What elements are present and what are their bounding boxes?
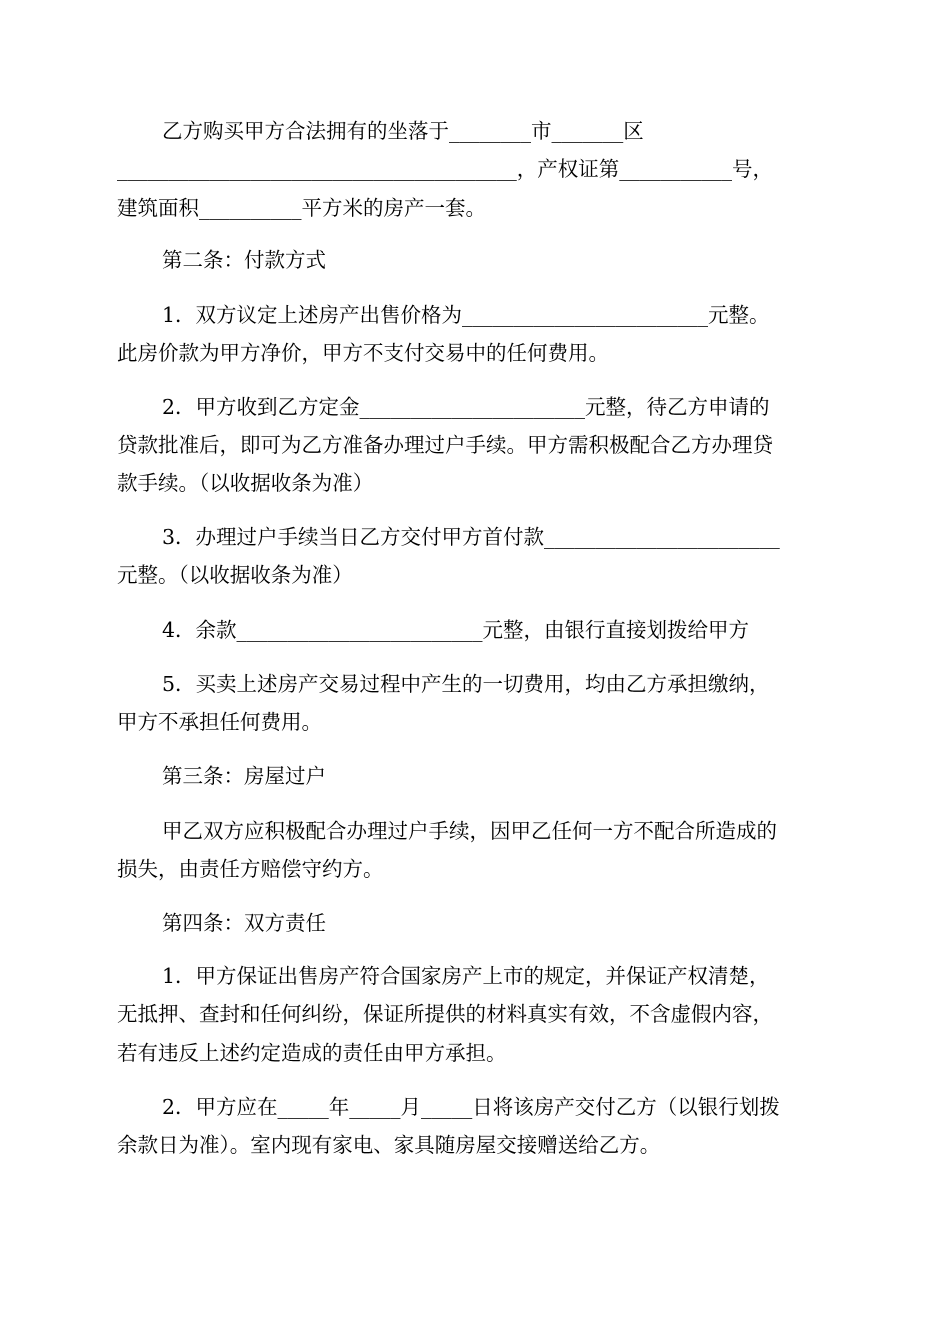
text-line: 元整。（以收据收条为准） [117,563,353,587]
text-line: 5．买卖上述房产交易过程中产生的一切费用，均由乙方承担缴纳， [162,672,770,696]
text-line: 2．甲方应在_____年_____月_____日将该房产交付乙方（以银行划拨 [162,1095,780,1119]
text-line: 甲乙双方应积极配合办理过户手续，因甲乙任何一方不配合所造成的 [162,819,777,843]
section-heading: 第二条：付款方式 [162,248,326,272]
text-line: 损失，由责任方赔偿守约方。 [117,857,384,881]
text-line: 2．甲方收到乙方定金______________________元整，待乙方申请的 [162,395,770,419]
text-line: 3．办理过户手续当日乙方交付甲方首付款_______________________ [162,525,780,549]
text-line: 此房价款为甲方净价，甲方不支付交易中的任何费用。 [117,341,609,365]
text-line: _______________________________________，产权证第___________号， [117,157,773,181]
text-line: 建筑面积__________平方米的房产一套。 [117,196,486,220]
text-line: 款手续。（以收据收条为准） [117,471,374,495]
text-line: 4．余款________________________元整，由银行直接划拨给甲方 [162,618,750,642]
text-line: 无抵押、查封和任何纠纷，保证所提供的材料真实有效，不含虚假内容， [117,1002,773,1026]
text-line: 1．双方议定上述房产出售价格为________________________元整。 [162,303,770,327]
section-heading: 第三条：房屋过户 [162,764,326,788]
text-line: 1．甲方保证出售房产符合国家房产上市的规定，并保证产权清楚， [162,964,770,988]
section-heading: 第四条：双方责任 [162,911,326,935]
text-line: 贷款批准后，即可为乙方准备办理过户手续。甲方需积极配合乙方办理贷 [117,433,773,457]
text-line: 甲方不承担任何费用。 [117,710,322,734]
text-line: 乙方购买甲方合法拥有的坐落于________市_______区 [162,119,644,143]
text-line: 余款日为准）。室内现有家电、家具随房屋交接赠送给乙方。 [117,1133,661,1157]
text-line: 若有违反上述约定造成的责任由甲方承担。 [117,1041,507,1065]
